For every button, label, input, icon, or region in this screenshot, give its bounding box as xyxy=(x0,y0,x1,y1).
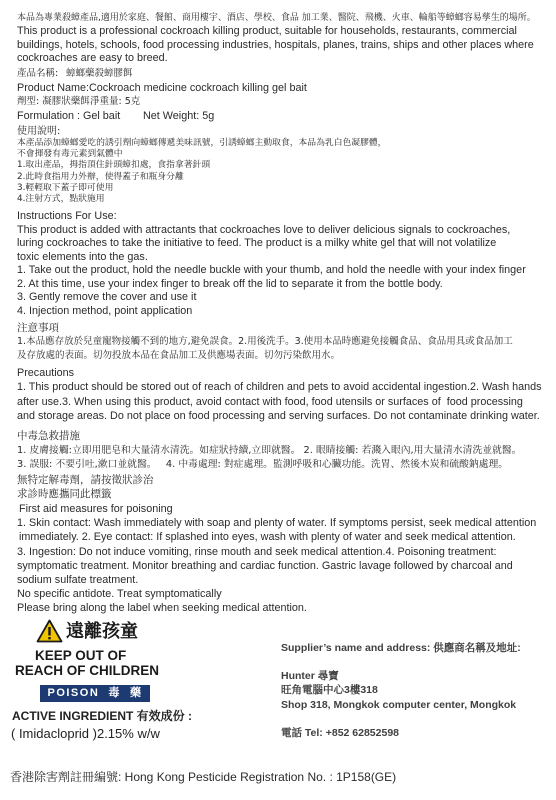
supplier-tel: 電話 Tel: +852 62852598 xyxy=(281,727,400,739)
keep-away-zh: 遠離孩童 xyxy=(66,621,138,642)
precautions-en-heading: Precautions xyxy=(17,367,75,379)
usage-en-line: toxic elements into the gas. xyxy=(17,250,148,263)
first-aid-en-line: 1. Skin contact: Wash immediately with soap and plenty of water. If symptoms persist, seek medical attention xyxy=(17,517,537,530)
usage-zh-line: 2.此時食指用力外辦，使得蓋子和瓶身分離 xyxy=(17,171,184,182)
precautions-zh-heading: 注意事項 xyxy=(17,322,59,334)
intro-en-line: This product is a professional cockroach killing product, suitable for households, restaurants, commercial xyxy=(17,25,517,37)
first-aid-en-line: symptomatic treatment. Monitor breathing and cardiac function. Gastric lavage followed by charcoal and xyxy=(17,559,513,572)
usage-zh-line: 4.注射方式，點狀施用 xyxy=(17,193,105,204)
first-aid-en-line: No specific antidote. Treat symptomatically xyxy=(17,588,222,601)
product-name-zh: 蟑螂藥殺蟑膠餌 xyxy=(66,68,133,79)
keep-out-line1: KEEP OUT OF xyxy=(35,648,127,663)
intro-section xyxy=(17,11,552,66)
usage-en-line: 1. Take out the product, hold the needle buckle with your thumb, and hold the needle with your index finger xyxy=(17,264,526,276)
net-weight-zh: 淨重量: 5克 xyxy=(90,96,141,107)
usage-en-line: This product is added with attractants that cockroaches love to deliver delicious signals to cockroaches, xyxy=(17,223,511,236)
intro-en-line: buildings, hotels, schools, food processing industries, hospitals, planes, trains, ships and other places where xyxy=(17,38,534,51)
active-ingredient-label: ACTIVE INGREDIENT 有效成份 : xyxy=(12,709,193,723)
product-name-zh-label: 產品名稱: xyxy=(17,68,59,79)
formulation-en: Formulation : Gel bait xyxy=(17,110,121,122)
warning-triangle-icon xyxy=(36,619,63,643)
product-name-en: Product Name:Cockroach medicine cockroach killing gel bait xyxy=(17,82,307,94)
usage-zh-line: 3.輕輕取下蓋子即可使用 xyxy=(17,182,114,193)
precautions-en-line: and storage areas. Do not place on food processing and serving surfaces. Do not contaminate drinking water. xyxy=(17,409,540,422)
usage-zh-heading: 使用說明: xyxy=(17,126,61,137)
formulation-en-row xyxy=(17,109,552,123)
first-aid-en-heading: First aid measures for poisoning xyxy=(19,503,173,515)
precautions-zh-section xyxy=(17,321,552,363)
usage-zh-line: 本產品添加蟑螂愛吃的誘引劑向蟑螂傳遞美味訊號，引誘蟑螂主動取食，本品為乳白色凝膠體， xyxy=(17,138,387,148)
active-ingredient-value: ( Imidacloprid )2.15% w/w xyxy=(11,726,160,741)
supplier-label: Supplier’s name and address: 供應商名稱及地址: xyxy=(281,642,521,654)
usage-zh-section xyxy=(17,126,552,205)
supplier-address-en: Shop 318, Mongkok computer center, Mongkok xyxy=(281,699,517,711)
usage-zh-line: 不會揮發有毒元素到氣體中 xyxy=(17,149,123,160)
usage-zh-line: 1.取出產品，拇指頂住針頭蟑扣處，食指拿著針頭 xyxy=(17,160,211,171)
precautions-en-line: 1. This product should be stored out of reach of children and pets to avoid accidental ingestion.2. Wash hands xyxy=(17,381,542,394)
first-aid-en-line: immediately. 2. Eye contact: If splashed into eyes, wash with plenty of water and seek medical attention. xyxy=(19,531,516,544)
usage-en-heading: Instructions For Use: xyxy=(17,210,117,222)
first-aid-zh-heading: 中毒急救措施 xyxy=(17,430,80,442)
first-aid-en-line: sodium sulfate treatment. xyxy=(17,573,139,586)
intro-zh-text: 本品為專業殺蟑產品,適用於家庭、餐館、商用樓宇、酒店、學校、食品 加工業、醫院、飛機、火車、輪船等蟑螂容易孳生的場所。 xyxy=(17,13,536,23)
first-aid-zh-section xyxy=(17,429,552,502)
usage-en-section xyxy=(17,210,552,318)
intro-en-line: cockroaches are easy to breed. xyxy=(17,52,168,64)
usage-en-line: 4. Injection method, point application xyxy=(17,304,193,317)
keep-out-line2: REACH OF CHILDREN xyxy=(15,663,159,678)
first-aid-en-section xyxy=(17,502,552,616)
formulation-zh: 劑型: 凝膠狀藥餌 xyxy=(17,96,90,107)
registration-number: 香港除害劑註冊編號: Hong Kong Pesticide Registration No. : 1P158(GE) xyxy=(10,770,397,784)
usage-en-line: 3. Gently remove the cover and use it xyxy=(17,291,197,303)
poison-badge: POISON 毒 藥 xyxy=(40,685,150,702)
net-weight-en: Net Weight: 5g xyxy=(143,110,215,122)
supplier-address-zh: 旺角電腦中心3樓318 xyxy=(281,684,378,696)
formulation-zh-row xyxy=(17,95,552,109)
first-aid-zh-line: 1. 皮膚接觸:立即用肥皂和大量清水清洗。如症狀持續,立即就醫。 2. 眼睛接觸: 若濺入眼內,用大量清水清洗並就醫。 xyxy=(17,444,522,456)
precautions-zh-line: 及存放處的表面。切勿投放本品在食品加工及供應場表面。切勿污染飲用水。 xyxy=(17,350,341,361)
precautions-en-line: after use.3. When using this product, avoid contact with food, food utensils or surfaces of food processing xyxy=(17,395,523,408)
first-aid-en-line: Please bring along the label when seeking medical attention. xyxy=(17,602,307,615)
precautions-en-section xyxy=(17,366,552,423)
usage-en-line: 2. At this time, use your index finger to break off the lid to separate it from the bottle body. xyxy=(17,277,443,290)
product-info-section xyxy=(17,67,552,123)
first-aid-zh-line: 3. 誤服: 不要引吐,漱口並就醫。 4. 中毒處理: 對症處理。監測呼吸和心臟功能。洗胃、然後木炭和硫酸鈉處理。 xyxy=(17,459,509,470)
usage-en-line: luring cockroaches to take the initiative to feed. The product is a milky white gel that will not volatilize xyxy=(17,237,497,249)
supplier-name: Hunter 尋寶 xyxy=(281,670,339,682)
first-aid-en-line: 3. Ingestion: Do not induce vomiting, rinse mouth and seek medical attention.4. Poisoning treatment: xyxy=(17,545,497,558)
first-aid-zh-note: 求診時應攜同此標籤 xyxy=(17,488,112,500)
product-name-zh-row xyxy=(17,67,552,81)
precautions-zh-line: 1.本品應存放於兒童寵物接觸不到的地方,避免誤食。2.用後洗手。3.使用本品時應避免接觸食品、食品用具或食品加工 xyxy=(17,336,513,347)
first-aid-zh-note: 無特定解毒劑，請按徵狀診治 xyxy=(17,473,154,486)
